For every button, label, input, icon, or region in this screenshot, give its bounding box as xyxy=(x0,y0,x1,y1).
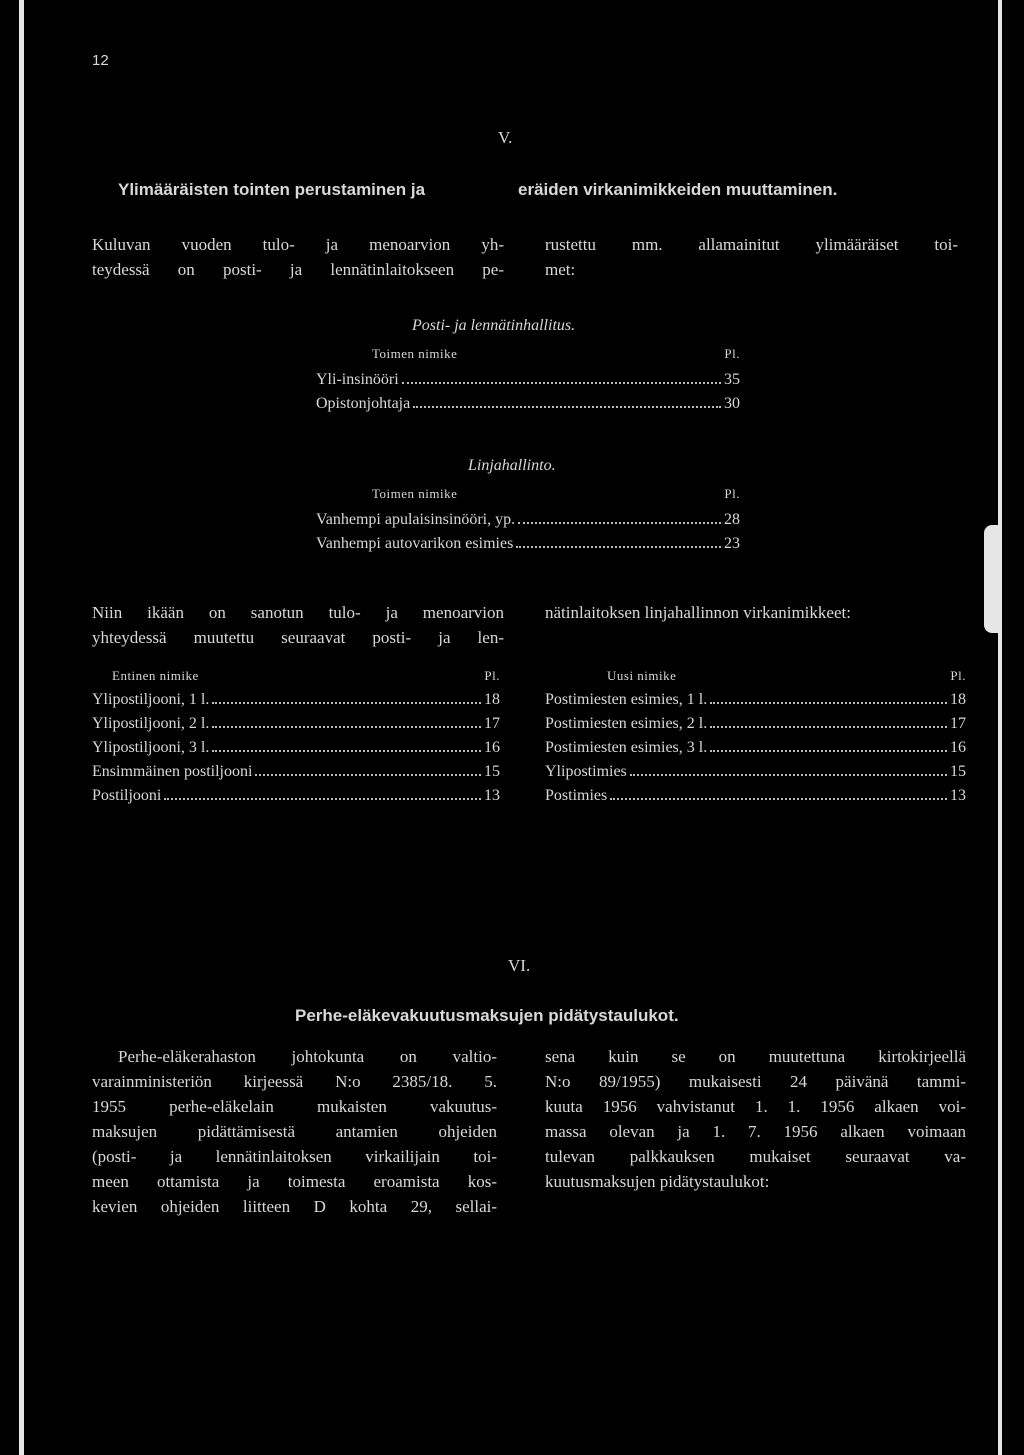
table-row xyxy=(545,760,966,784)
change-paragraph-right xyxy=(545,600,851,625)
table-linjahallinto xyxy=(316,486,740,556)
dot-leader xyxy=(518,522,721,524)
col-header-name: Toimen nimike xyxy=(372,486,458,501)
table-row xyxy=(92,760,500,784)
table-row xyxy=(545,784,966,808)
table-header xyxy=(92,668,500,684)
vi-right-line: tulevan palkkauksen mukaiset seuraavat va- xyxy=(545,1147,966,1166)
table-row xyxy=(316,368,740,392)
intro-right-line: met: xyxy=(545,260,576,279)
row-name: Postiljooni xyxy=(92,787,162,804)
col-header-pl: Pl. xyxy=(724,346,740,361)
col-header-pl: Pl. xyxy=(950,668,966,683)
table-row xyxy=(316,532,740,556)
dot-leader xyxy=(402,382,721,384)
row-pl: 18 xyxy=(950,691,966,708)
dot-leader xyxy=(212,750,481,752)
table-row xyxy=(316,392,740,416)
vi-left-line: varainministeriön kirjeessä N:o 2385/18. 5. xyxy=(92,1072,497,1091)
intro-right-line: rustettu mm. allamainitut ylimääräiset toi- xyxy=(545,235,958,254)
dot-leader xyxy=(610,798,947,800)
section-v-title-left: Ylimääräisten tointen perustaminen ja xyxy=(118,180,426,199)
row-pl: 17 xyxy=(950,715,966,732)
table-header xyxy=(545,668,966,684)
vi-left-line: maksujen pidättämisestä antamien ohjeiden xyxy=(92,1122,497,1141)
row-pl: 16 xyxy=(950,739,966,756)
dot-leader xyxy=(516,546,721,548)
col-header-pl: Pl. xyxy=(484,668,500,683)
row-pl: 15 xyxy=(950,763,966,780)
dot-leader xyxy=(710,702,947,704)
row-pl: 16 xyxy=(484,739,500,756)
change-left-line: Niin ikään on sanotun tulo- ja menoarvion xyxy=(92,603,504,622)
row-name: Vanhempi apulaisinsinööri, yp. xyxy=(316,511,516,528)
row-name: Ylipostimies xyxy=(545,763,627,780)
vi-right-line: sena kuin se on muutettuna kirtokirjeellä xyxy=(545,1047,966,1066)
dot-leader xyxy=(710,726,947,728)
section-v-numeral: V. xyxy=(498,128,513,147)
table-row xyxy=(92,784,500,808)
section-vi-title: Perhe-eläkevakuutusmaksujen pidätystaulukot. xyxy=(295,1006,679,1025)
table-header xyxy=(316,486,740,502)
vi-right-line: kuutusmaksujen pidätystaulukot: xyxy=(545,1172,770,1191)
section-v-intro-left xyxy=(92,232,504,282)
col-header-name: Toimen nimike xyxy=(372,346,458,361)
row-name: Opistonjohtaja xyxy=(316,395,411,412)
dot-leader xyxy=(710,750,947,752)
col-header-new-name: Uusi nimike xyxy=(607,668,677,683)
table-title-linjahallinto: Linjahallinto. xyxy=(468,457,556,474)
section-vi-right-column xyxy=(545,1044,966,1194)
row-name: Ylipostiljooni, 3 l. xyxy=(92,739,210,756)
dot-leader xyxy=(212,726,481,728)
vi-left-line: 1955 perhe-eläkelain mukaisten vakuutus- xyxy=(92,1097,497,1116)
section-v-intro-right xyxy=(545,232,958,282)
vi-left-line: meen ottamista ja toimesta eroamista kos- xyxy=(92,1172,497,1191)
vi-right-line: massa olevan ja 1. 7. 1956 alkaen voimaan xyxy=(545,1122,966,1141)
vi-left-line: kevien ohjeiden liitteen D kohta 29, sellai- xyxy=(92,1197,497,1216)
section-vi-numeral: VI. xyxy=(508,956,531,975)
row-name: Ylipostiljooni, 2 l. xyxy=(92,715,210,732)
col-header-old-name: Entinen nimike xyxy=(112,668,199,683)
table-row xyxy=(92,688,500,712)
row-pl: 23 xyxy=(724,535,740,552)
table-old-titles xyxy=(92,668,500,808)
table-row xyxy=(316,508,740,532)
change-left-line: yhteydessä muutettu seuraavat posti- ja len- xyxy=(92,628,504,647)
intro-left-line: teydessä on posti- ja lennätinlaitokseen pe- xyxy=(92,260,504,279)
col-header-pl: Pl. xyxy=(724,486,740,501)
row-pl: 13 xyxy=(950,787,966,804)
table-row xyxy=(545,712,966,736)
table-title-posti-ja-lennatinhallitus: Posti- ja lennätinhallitus. xyxy=(412,317,576,334)
vi-left-line: Perhe-eläkerahaston johtokunta on valtio- xyxy=(118,1047,497,1066)
scan-mark-right xyxy=(984,525,998,633)
row-pl: 35 xyxy=(724,371,740,388)
dot-leader xyxy=(255,774,481,776)
dot-leader xyxy=(212,702,481,704)
row-name: Yli-insinööri xyxy=(316,371,399,388)
row-pl: 13 xyxy=(484,787,500,804)
table-row xyxy=(545,736,966,760)
vi-left-line: (posti- ja lennätinlaitoksen virkailijain toi- xyxy=(92,1147,497,1166)
row-name: Postimies xyxy=(545,787,608,804)
row-pl: 15 xyxy=(484,763,500,780)
table-row xyxy=(545,688,966,712)
table-row xyxy=(92,712,500,736)
row-name: Postimiesten esimies, 3 l. xyxy=(545,739,708,756)
change-right-line: nätinlaitoksen linjahallinnon virkanimikkeet: xyxy=(545,603,851,622)
scan-border-left xyxy=(19,0,24,1455)
row-pl: 17 xyxy=(484,715,500,732)
dot-leader xyxy=(164,798,481,800)
dot-leader xyxy=(630,774,947,776)
table-new-titles xyxy=(545,668,966,808)
table-row xyxy=(92,736,500,760)
intro-left-line: Kuluvan vuoden tulo- ja menoarvion yh- xyxy=(92,235,504,254)
dot-leader xyxy=(413,406,721,408)
change-paragraph-left xyxy=(92,600,504,650)
page-number: 12 xyxy=(92,52,109,69)
row-name: Ylipostiljooni, 1 l. xyxy=(92,691,210,708)
row-pl: 30 xyxy=(724,395,740,412)
row-pl: 18 xyxy=(484,691,500,708)
row-name: Postimiesten esimies, 1 l. xyxy=(545,691,708,708)
table-header xyxy=(316,346,740,362)
vi-right-line: kuuta 1956 vahvistanut 1. 1. 1956 alkaen voi- xyxy=(545,1097,966,1116)
table-posti-ja-lennatinhallitus xyxy=(316,346,740,416)
section-v-title-right: eräiden virkanimikkeiden muuttaminen. xyxy=(518,180,838,199)
row-name: Vanhempi autovarikon esimies xyxy=(316,535,514,552)
scan-border-right xyxy=(998,0,1002,1455)
section-vi-left-column xyxy=(92,1044,497,1219)
vi-right-line: N:o 89/1955) mukaisesti 24 päivänä tammi- xyxy=(545,1072,966,1091)
row-name: Ensimmäinen postiljooni xyxy=(92,763,253,780)
row-pl: 28 xyxy=(724,511,740,528)
row-name: Postimiesten esimies, 2 l. xyxy=(545,715,708,732)
